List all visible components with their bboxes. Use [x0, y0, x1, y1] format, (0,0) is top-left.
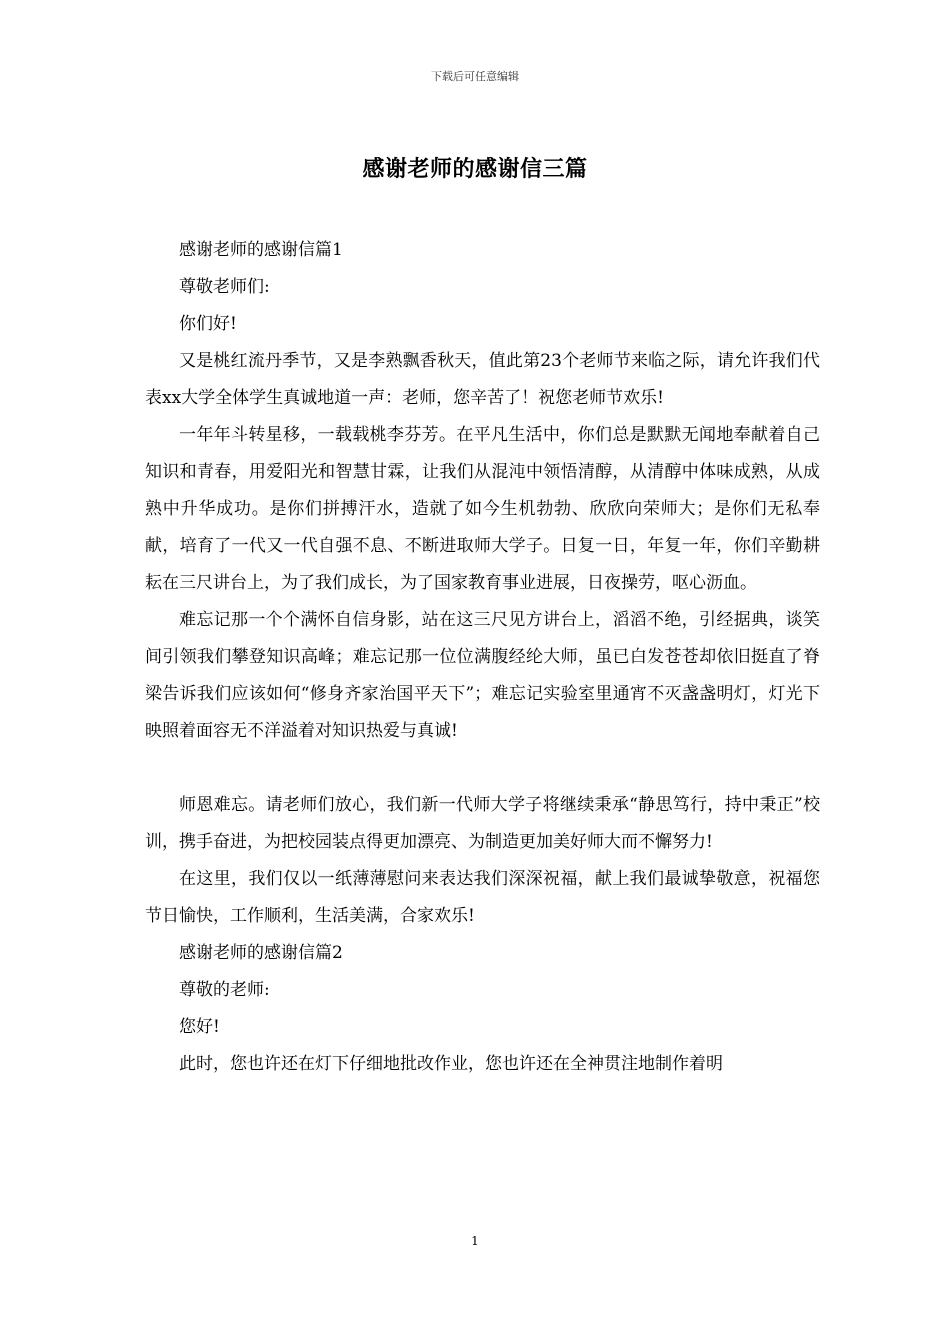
paragraph: 一年年斗转星移，一载载桃李芬芳。在平凡生活中，你们总是默默无闻地奉献着自己知识和青春，用爱阳光和智慧甘霖，让我们从混沌中领悟清醇，从清醇中体味成熟，从成熟中升华成功。是你们拼搏汗水，造就了如今生机勃勃、欣欣向荣师大；是你们无私奉献，培育了一代又一代自强不息、不断进取师大学子。日复一日，年复一年，你们辛勤耕耘在三尺讲台上，为了我们成长，为了国家教育事业进展，日夜操劳，呕心沥血。 [145, 425, 820, 593]
page-number: 1 [471, 1234, 479, 1248]
greeting-2: 您好! [179, 1017, 220, 1037]
paragraph: 师恩难忘。请老师们放心，我们新一代师大学子将继续秉承“静思笃行，持中秉正”校训，携手奋进，为把校园装点得更加漂亮、为制造更加美好师大而不懈努力! [145, 795, 820, 852]
paragraph: 在这里，我们仅以一纸薄薄慰问来表达我们深深祝福，献上我们最诚挚敬意，祝福您节日愉快，工作顺利，生活美满，合家欢乐! [145, 869, 820, 926]
section-heading-2: 感谢老师的感谢信篇2 [179, 943, 343, 963]
salutation-2: 尊敬的老师: [179, 980, 270, 1000]
paragraph: 此时，您也许还在灯下仔细地批改作业，您也许还在全神贯注地制作着明 [179, 1054, 723, 1074]
header-note: 下载后可任意编辑 [431, 70, 519, 83]
document-title: 感谢老师的感谢信三篇 [362, 156, 588, 182]
salutation-1: 尊敬老师们: [179, 277, 270, 297]
section-heading-1: 感谢老师的感谢信篇1 [179, 240, 343, 260]
greeting-1: 你们好! [179, 314, 237, 334]
letter-body [145, 232, 820, 1083]
paragraph: 难忘记那一个个满怀自信身影，站在这三尺见方讲台上，滔滔不绝，引经据典，谈笑间引领我们攀登知识高峰；难忘记那一位位满腹经纶大师，虽已白发苍苍却依旧挺直了脊梁告诉我们应该如何“修身齐家治国平天下”；难忘记实验室里通宵不灭盏盏明灯，灯光下映照着面容无不洋溢着对知识热爱与真诚! [145, 610, 820, 741]
paragraph: 又是桃红流丹季节，又是李熟飘香秋天，值此第23个老师节来临之际，请允许我们代表xx大学全体学生真诚地道一声：老师，您辛苦了！祝您老师节欢乐! [145, 351, 820, 408]
